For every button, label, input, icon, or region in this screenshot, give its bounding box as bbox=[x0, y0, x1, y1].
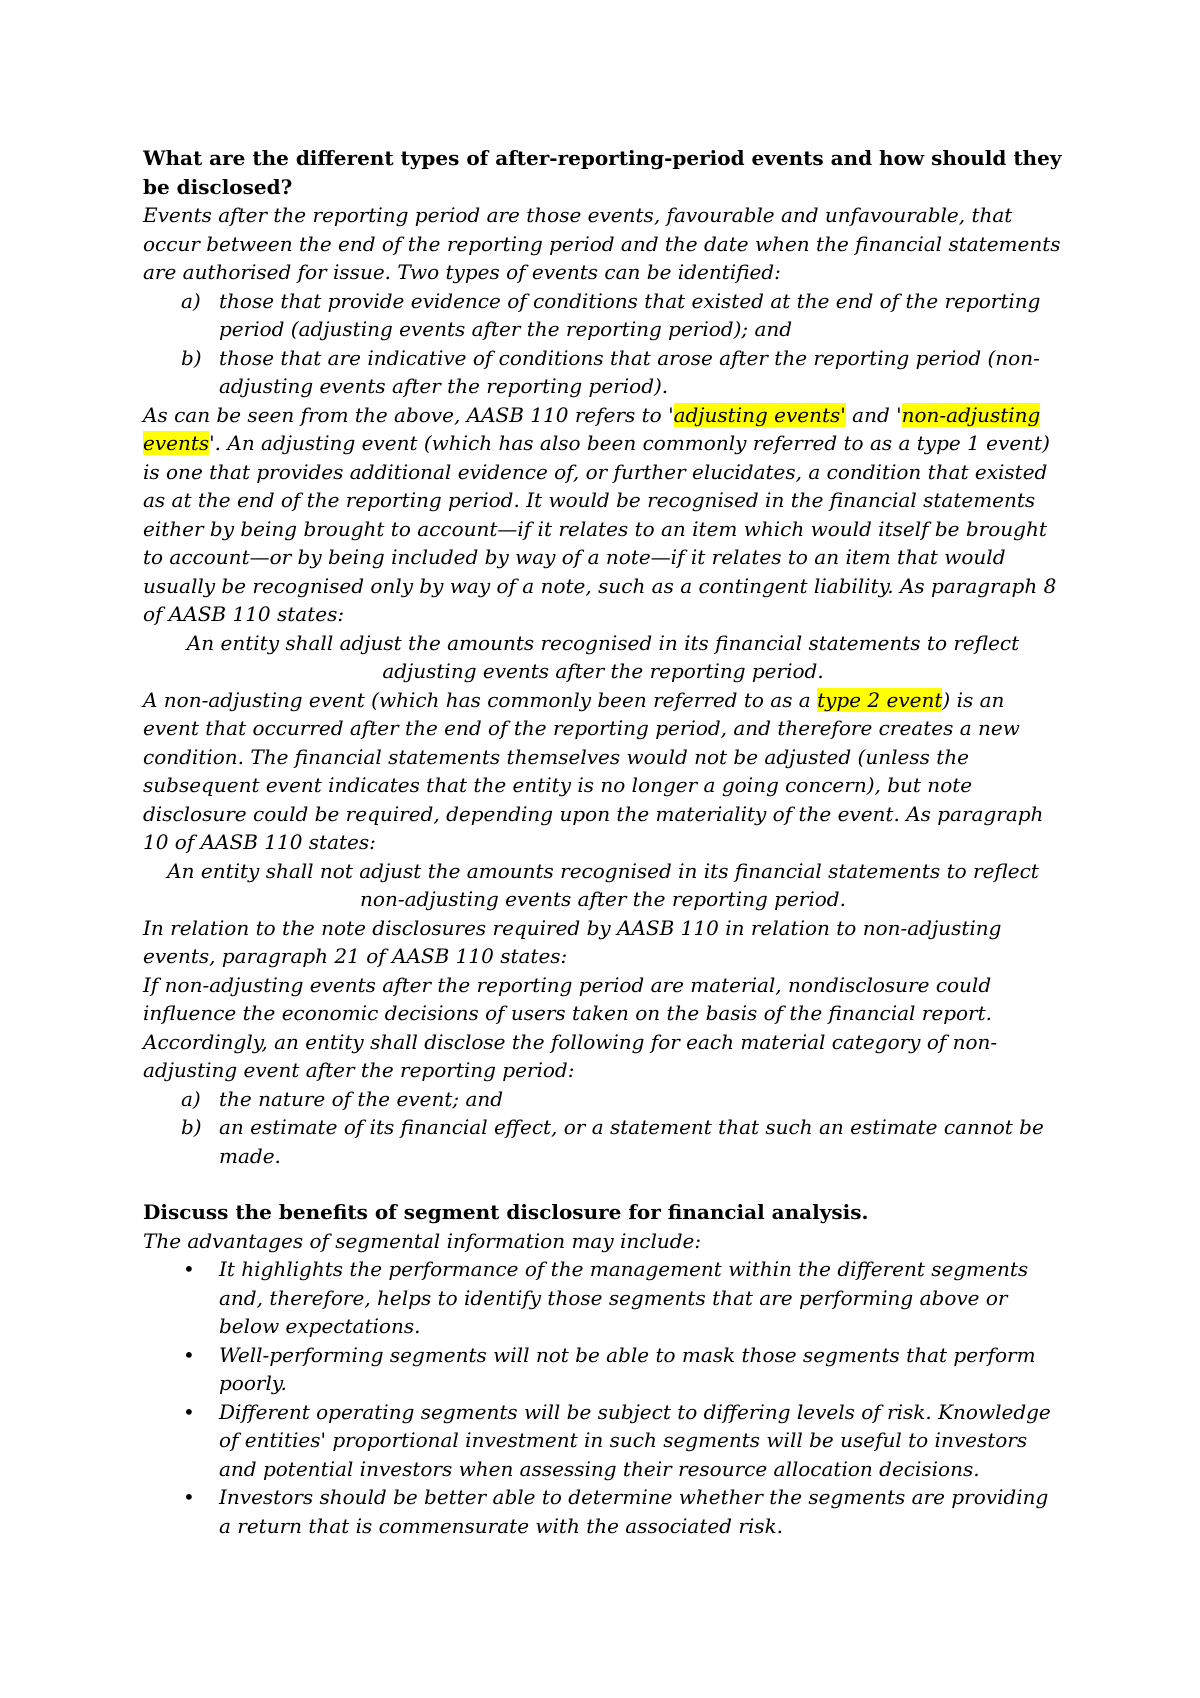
bullet-icon: • bbox=[183, 1485, 195, 1509]
section2-heading: Discuss the benefits of segment disclosure for financial analysis. bbox=[143, 1200, 869, 1224]
paragraph-text: ) is an event that occurred after the end of the reporting period, and therefore creates a new condition. The financial statements themselves would not be adjusted (unless the subsequent event indicates that the entity is no longer a going concern), but note disclosure could be required, depending upon the materiality of the event. As paragraph 10 of AASB 110 states: bbox=[143, 687, 1044, 854]
list-item-text: the nature of the event; and bbox=[219, 1086, 504, 1111]
bullet-text: Different operating segments will be subject to differing levels of risk. Knowledge of entities' proportional investment in such segments will be useful to investors and potential investors when assessing their resource allocation decisions. bbox=[219, 1399, 1051, 1481]
list-item-text: an estimate of its financial effect, or a statement that such an estimate cannot be made. bbox=[219, 1115, 1044, 1168]
adjusting-events-paragraph bbox=[143, 401, 1063, 629]
section-spacer bbox=[143, 1170, 1063, 1198]
non-adjusting-events-paragraph bbox=[143, 686, 1063, 857]
bullet-item bbox=[143, 1255, 1063, 1341]
bullet-item bbox=[143, 1398, 1063, 1484]
highlighted-text: type 2 event bbox=[817, 687, 943, 712]
list-item bbox=[143, 287, 1063, 344]
list-item-text: those that are indicative of conditions that arose after the reporting period (non-adjusting events after the reporting period). bbox=[219, 345, 1040, 398]
paragraph-text: As can be seen from the above, AASB 110 refers to ' bbox=[143, 402, 674, 427]
bullet-icon: • bbox=[183, 1342, 195, 1367]
list-item-text: those that provide evidence of conditions that existed at the end of the reporting period (adjusting events after the reporting period); and bbox=[219, 288, 1041, 341]
event-types-list bbox=[143, 287, 1063, 401]
list-marker: b) bbox=[181, 1115, 202, 1139]
bullet-text: Well-performing segments will not be able to mask those segments that perform poorly. bbox=[219, 1342, 1036, 1395]
bullet-icon: • bbox=[183, 1257, 195, 1281]
note-disclosures-paragraph: In relation to the note disclosures required by AASB 110 in relation to non-adjusting events, paragraph 21 of AASB 110 states: bbox=[143, 915, 1002, 968]
bullet-text: Investors should be better able to determine whether the segments are providing a return that is commensurate with the associated risk. bbox=[219, 1485, 1049, 1538]
list-marker: a) bbox=[181, 288, 201, 313]
highlighted-text: adjusting events' bbox=[673, 402, 846, 427]
paragraph-text: A non-adjusting event (which has commonly been referred to as a bbox=[143, 687, 818, 712]
advantages-list bbox=[143, 1255, 1063, 1540]
highlighted-text: non-adjusting events bbox=[143, 402, 1041, 455]
paragraph-text: and ' bbox=[845, 402, 902, 427]
paragraph-21-quote: If non-adjusting events after the reporting period are material, nondisclosure could influence the economic decisions of users taken on the basis of the financial report. Accordingly, an entity shall disclose the following for each material category of non-adjusting event after the reporting period: bbox=[143, 972, 998, 1082]
bullet-text: It highlights the performance of the management within the different segments and, therefore, helps to identify those segments that are performing above or below expectations. bbox=[219, 1257, 1029, 1338]
document-body bbox=[143, 144, 1063, 1540]
bullet-icon: • bbox=[183, 1399, 195, 1424]
bullet-item bbox=[143, 1483, 1063, 1540]
section1-intro: Events after the reporting period are those events, favourable and unfavourable, that occur between the end of the reporting period and the date when the financial statements are authorised for issue. Two types of events can be identified: bbox=[143, 203, 1061, 284]
paragraph-text: '. An adjusting event (which has also been commonly referred to as a type 1 event) is one that provides additional evidence of, or further elucidates, a condition that existed as at the end of the reporting period. It would be recognised in the financial statements either by being brought to account—if it relates to an item which would itself be brought to account—or by being included by way of a note—if it relates to an item that would usually be recognised only by way of a note, such as a contingent liability. As paragraph 8 of AASB 110 states: bbox=[143, 431, 1057, 626]
quote-paragraph-10 bbox=[143, 857, 1063, 914]
bullet-item bbox=[143, 1341, 1063, 1398]
list-item bbox=[143, 1113, 1063, 1170]
list-item bbox=[143, 344, 1063, 401]
list-marker: b) bbox=[181, 345, 202, 370]
quote-paragraph-8: An entity shall adjust the amounts recognised in its financial statements to reflect adjusting events after the reporting period. bbox=[186, 630, 1020, 683]
quote-text: An entity shall not adjust the amounts recognised in its financial statements to reflect non-adjusting events after the reporting period. bbox=[167, 858, 1039, 911]
list-marker: a) bbox=[181, 1086, 201, 1111]
section2-intro: The advantages of segmental information may include: bbox=[143, 1228, 702, 1253]
disclosure-list bbox=[143, 1085, 1063, 1171]
section1-heading: What are the different types of after-reporting-period events and how should they be disclosed? bbox=[143, 146, 1062, 199]
list-item bbox=[143, 1085, 1063, 1114]
